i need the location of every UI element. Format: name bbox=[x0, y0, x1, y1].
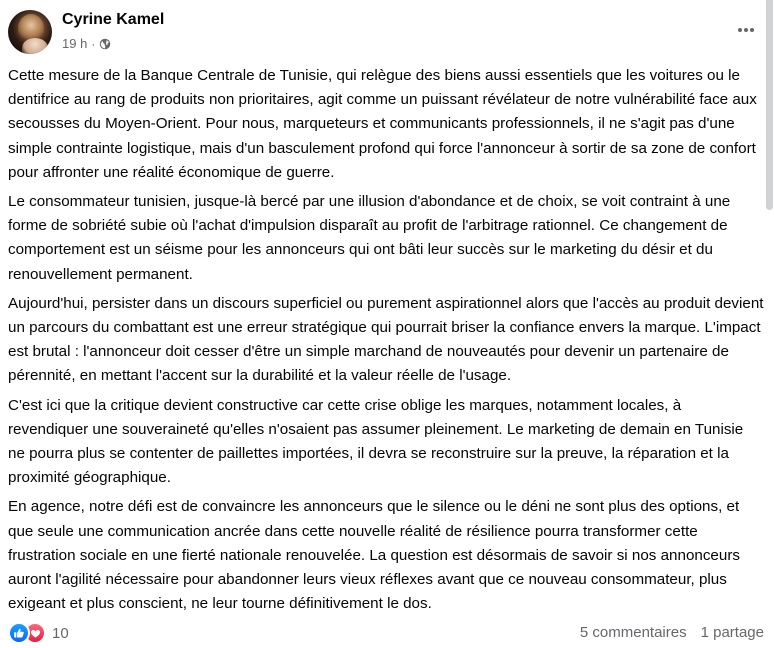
more-options-button[interactable] bbox=[728, 16, 764, 44]
meta-separator: · bbox=[91, 36, 96, 51]
more-horizontal-icon-dot bbox=[744, 28, 748, 32]
reactions-summary[interactable] bbox=[8, 622, 69, 644]
scrollbar-thumb[interactable] bbox=[766, 0, 773, 210]
shares-count-link[interactable]: 1 partage bbox=[700, 624, 764, 641]
post-paragraph: Le consommateur tunisien, jusque-là bercé par une illusion d'abondance et de choix, se voit contraint à une forme de sobriété subie où l'achat d'impulsion disparaît au profit de l'arbitrage rationnel. Ce changement de comportement est un séisme pour les annonceurs qui ont bâti leur succès sur le marketing du désir et du renouvellement permanent. bbox=[8, 193, 731, 283]
post-header bbox=[0, 0, 764, 60]
post-paragraph: Cette mesure de la Banque Centrale de Tunisie, qui relègue des biens aussi essentiels que les voitures ou le dentifrice au rang de produits non prioritaires, agit comme un puissant révélateur de notre vulnérabilité face aux secousses du Moyen-Orient. Pour nous, marqueteurs et communicants professionnels, il ne s'agit pas d'une simple contrainte logistique, mais d'un basculement profond qui force l'annonceur à sortir de sa zone de confort pour affronter une réalité économique de guerre. bbox=[8, 67, 757, 181]
avatar-photo-shoulder bbox=[22, 38, 48, 54]
reaction-count: 10 bbox=[52, 624, 69, 642]
post-meta bbox=[62, 36, 111, 51]
post-paragraph: C'est ici que la critique devient constructive car cette crise oblige les marques, notamment locales, à revendiquer une souveraineté qu'elles n'osaient pas assumer pleinement. Le marketing de demain en Tunisie ne pourra plus se contenter de paillettes importées, il devra se reconstruire sur la preuve, la réparation et la proximité géographique. bbox=[8, 396, 744, 487]
more-horizontal-icon-dot bbox=[750, 28, 754, 32]
post-body bbox=[8, 64, 764, 621]
like-icon bbox=[8, 622, 30, 644]
post-timestamp[interactable]: 19 h bbox=[62, 36, 88, 51]
engagement-stats bbox=[580, 624, 764, 641]
globe-icon[interactable] bbox=[99, 38, 111, 50]
author-name[interactable]: Cyrine Kamel bbox=[62, 11, 165, 28]
more-horizontal-icon-dot bbox=[738, 28, 742, 32]
post-footer bbox=[0, 618, 764, 648]
post-paragraph: Aujourd'hui, persister dans un discours superficiel ou purement aspirationnel alors que l'accès au produit devient un parcours du combattant est une erreur stratégique qui pourrait briser la confiance envers la marque. L'impact est brutal : l'annonceur doit cesser d'être un simple marchand de nouveautés pour devenir un partenaire de pérennité, en mettant l'accent sur la durabilité et la valeur réelle de l'usage. bbox=[8, 294, 764, 385]
post-paragraph: En agence, notre défi est de convaincre les annonceurs que le silence ou le déni ne sont plus des options, et que seule une communication ancrée dans cette nouvelle réalité de résilience pourra transformer cette frustration sociale en une fierté nationale renouvelée. La question est désormais de savoir si nos annonceurs auront l'agilité nécessaire pour abandonner leurs vieux réflexes avant que ce nouveau consommateur, plus exigeant et plus conscient, ne leur tourne définitivement le dos. bbox=[8, 498, 740, 613]
comments-count-link[interactable]: 5 commentaires bbox=[579, 624, 687, 641]
author-avatar[interactable] bbox=[8, 10, 52, 54]
vertical-scrollbar[interactable] bbox=[764, 0, 774, 648]
